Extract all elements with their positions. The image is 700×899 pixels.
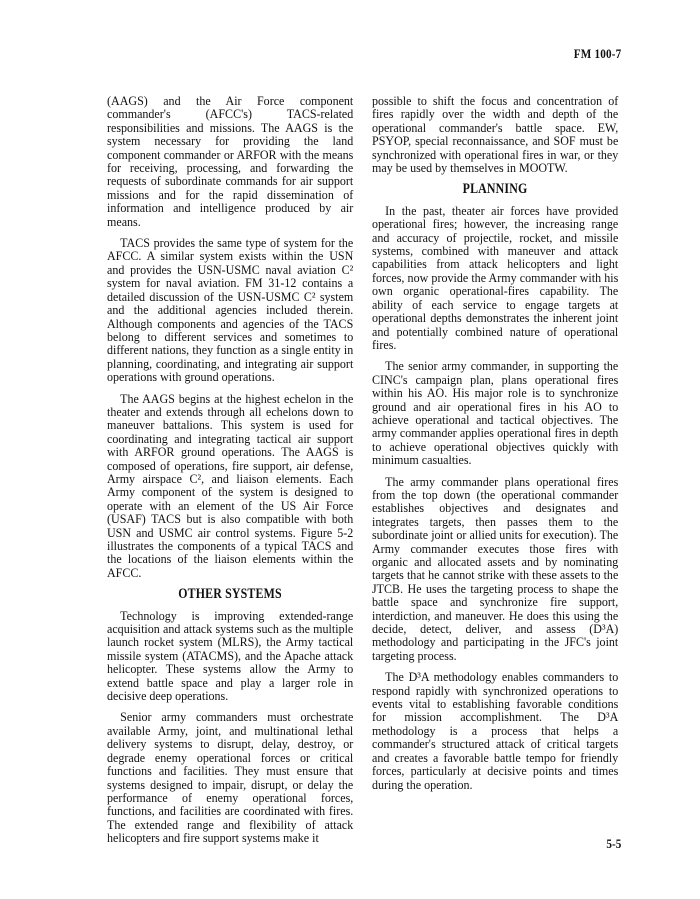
section-heading-other-systems: OTHER SYSTEMS [178,586,282,603]
document-id: FM 100-7 [573,46,621,61]
left-column [107,95,353,854]
right-column [372,95,618,800]
paragraph: possible to shift the focus and concentration of fires rapidly over the width and depth of the operational commander's battle space. EW, PSYOP, special reconnaissance, and SOF must be synchronized with operational fires in war, or they may be used by themselves in MOOTW. [372,94,619,176]
paragraph: Technology is improving extended-range acquisition and attack systems such as the multiple launch rocket system (MLRS), the Army tactical missile system (ATACMS), and the Apache attack helicopter. These systems allow the Army to extend battle space and play a larger role in decisive deep operations. [107,608,354,704]
paragraph: Senior army commanders must orchestrate available Army, joint, and multinational lethal delivery systems to disrupt, delay, destroy, or degrade enemy operational forces or critical functions and facilities. They must ensure that systems designed to impair, disrupt, or delay the performance of enemy operational forces, functions, and facilities are coordinated with fires. The extended range and flexibility of attack helicopters and fire support systems make it [107,710,354,846]
paragraph: The senior army commander, in supporting the CINC's campaign plan, plans operational fires within his AO. His major role is to synchronize ground and air operational fires in his AO to achieve operational and tactical objectives. The army commander applies operational fires in depth to achieve operational objectives quickly with minimum casualties. [372,359,619,468]
section-heading-planning: PLANNING [462,181,528,198]
paragraph: (AAGS) and the Air Force component commander's (AFCC's) TACS-related responsibilities and missions. The AAGS is the system necessary for providing the land component commander or ARFOR with the means for receiving, processing, and forwarding the requests of subordinate commands for air support missions and for the rapid dissemination of information and intelligence produced by air means. [107,94,354,229]
paragraph: The D³A methodology enables commanders to respond rapidly with synchronized operations to events vital to establishing favorable conditions for mission accomplishment. The D³A methodology is a process that helps a commander's structured attack of critical targets and creates a favorable battle tempo for friendly forces, particularly at decisive points and times during the operation. [372,670,619,792]
page-number: 5-5 [606,836,621,851]
paragraph: In the past, theater air forces have provided operational fires; however, the increasing range and accuracy of projectile, rocket, and missile systems, combined with maneuver and attack capabilities from attack helicopters and light forces, now provide the Army commander with his own organic operational-fires capability. The ability of each service to engage targets at operational depths demonstrates the inherent joint and potentially combined nature of operational fires. [372,203,619,352]
paragraph: The army commander plans operational fires from the top down (the operational commander establishes objectives and designates and integrates targets, then passes them to the subordinate joint or allied units for execution). The Army commander executes those fires with organic and allocated assets and by nominating targets that he cannot strike with these assets to the JTCB. He uses the targeting process to shape the battle space and synchronize fire support, interdiction, and maneuver. He does this using the decide, detect, deliver, and assess (D³A) methodology and participating in the JFC's joint targeting process. [372,474,619,663]
paragraph: TACS provides the same type of system for the AFCC. A similar system exists within the USN and provides the USN-USMC naval aviation C² system for naval aviation. FM 31-12 contains a detailed discussion of the USN-USMC C² system and the additional agencies included therein. Although components and agencies of the TACS belong to different services and sometimes to different nations, they function as a single entity in planning, coordinating, and integrating air support operations with ground operations. [107,236,354,385]
paragraph: The AAGS begins at the highest echelon in the theater and extends through all echelons down to maneuver battalions. This system is used for coordinating and integrating tactical air support with ARFOR ground operations. The AAGS is composed of operations, fire support, air defense, Army airspace C², and liaison elements. Each Army component of the system is designed to operate with an element of the US Air Force (USAF) TACS but is also compatible with both USN and USMC air control systems. Figure 5-2 illustrates the components of a typical TACS and the locations of the liaison elements within the AFCC. [107,391,354,580]
